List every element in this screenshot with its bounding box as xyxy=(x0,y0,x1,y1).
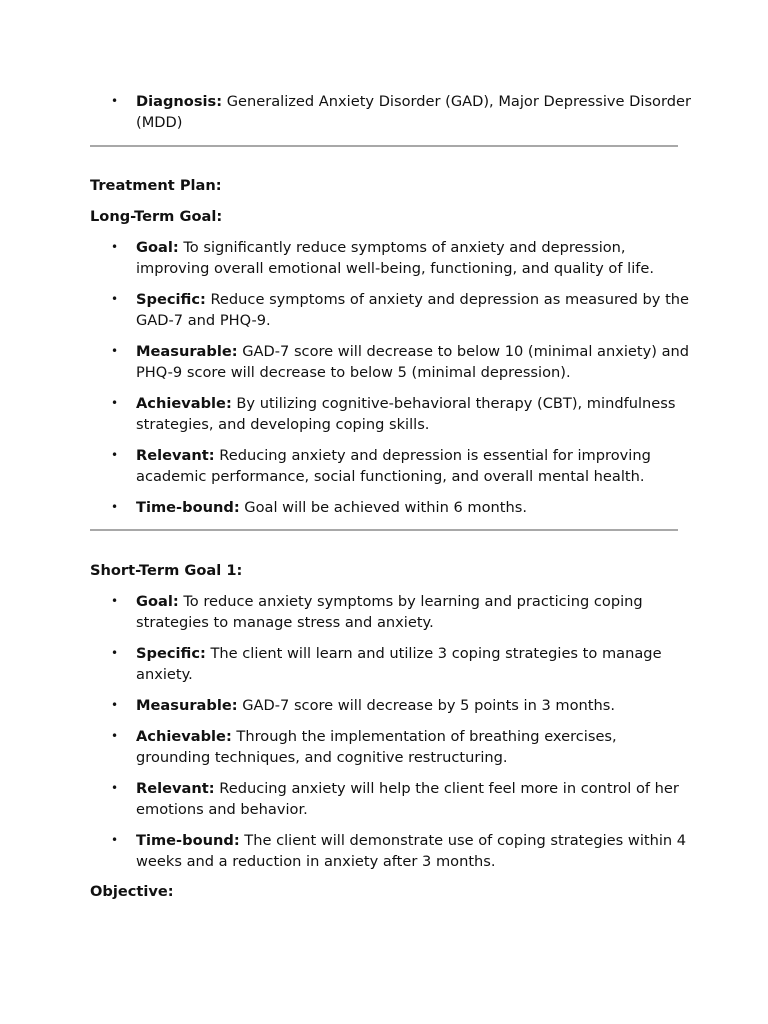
divider xyxy=(90,145,678,147)
bullet-icon: • xyxy=(111,292,119,306)
treatment-plan-heading: Treatment Plan: xyxy=(90,177,222,194)
item-text: GAD-7 score will decrease by 5 points in 3 months. xyxy=(242,697,616,714)
item-text: The client will demonstrate use of coping strategies within 4 weeks and a reduction in anxiety after 3 months. xyxy=(136,832,687,870)
item-text: Reducing anxiety will help the client feel more in control of her emotions and behavior. xyxy=(136,780,679,818)
bullet-icon: • xyxy=(111,729,119,743)
item-text: Reduce symptoms of anxiety and depression as measured by the GAD-7 and PHQ-9. xyxy=(136,291,690,329)
item-label: Measurable: xyxy=(136,343,238,360)
list-item xyxy=(0,289,691,331)
list-item xyxy=(0,726,691,768)
item-label: Goal: xyxy=(136,593,179,610)
bullet-icon: • xyxy=(111,448,119,462)
bullet-icon: • xyxy=(111,396,119,410)
bullet-icon: • xyxy=(111,594,119,608)
item-label: Relevant: xyxy=(136,447,215,464)
long-term-goal-heading: Long-Term Goal: xyxy=(90,208,223,225)
item-label: Time-bound: xyxy=(136,499,240,516)
list-item xyxy=(0,591,691,633)
diagnosis-list xyxy=(0,91,768,143)
item-text: GAD-7 score will decrease to below 10 (minimal anxiety) and PHQ-9 score will decrease to below 5 (minimal depression). xyxy=(136,343,690,381)
divider xyxy=(90,529,678,531)
objective-heading: Objective: xyxy=(90,883,174,900)
bullet-icon: • xyxy=(111,698,119,712)
item-label: Specific: xyxy=(136,645,206,662)
item-text: To significantly reduce symptoms of anxiety and depression, improving overall emotional well-being, functioning, and quality of life. xyxy=(136,239,654,277)
list-item xyxy=(0,341,691,383)
item-label: Time-bound: xyxy=(136,832,240,849)
list-item xyxy=(0,497,691,518)
bullet-icon: • xyxy=(111,833,119,847)
bullet-icon: • xyxy=(111,781,119,795)
list-item xyxy=(0,445,691,487)
list-item xyxy=(0,393,691,435)
item-text: Through the implementation of breathing exercises, grounding techniques, and cognitive restructuring. xyxy=(136,728,617,766)
bullet-icon: • xyxy=(111,240,119,254)
short-term-goal-1-heading: Short-Term Goal 1: xyxy=(90,562,243,579)
bullet-icon: • xyxy=(111,500,119,514)
item-label: Achievable: xyxy=(136,728,232,745)
item-text: Goal will be achieved within 6 months. xyxy=(244,499,527,516)
list-item xyxy=(0,237,691,279)
item-label: Relevant: xyxy=(136,780,215,797)
list-item xyxy=(0,643,691,685)
list-item xyxy=(0,778,691,820)
item-label: Achievable: xyxy=(136,395,232,412)
bullet-icon: • xyxy=(111,344,119,358)
diagnosis-text: Generalized Anxiety Disorder (GAD), Major Depressive Disorder (MDD) xyxy=(136,93,691,131)
item-text: The client will learn and utilize 3 coping strategies to manage anxiety. xyxy=(136,645,662,683)
long-term-goal-list xyxy=(0,237,768,528)
bullet-icon: • xyxy=(111,94,119,108)
item-label: Measurable: xyxy=(136,697,238,714)
list-item xyxy=(0,830,691,872)
item-text: Reducing anxiety and depression is essential for improving academic performance, social functioning, and overall mental health. xyxy=(136,447,651,485)
item-label: Goal: xyxy=(136,239,179,256)
bullet-icon: • xyxy=(111,646,119,660)
short-term-goal-1-list xyxy=(0,591,768,882)
item-label: Specific: xyxy=(136,291,206,308)
diagnosis-label: Diagnosis: xyxy=(136,93,223,110)
diagnosis-item xyxy=(0,91,691,133)
item-text: By utilizing cognitive-behavioral therapy (CBT), mindfulness strategies, and developing coping skills. xyxy=(136,395,676,433)
item-text: To reduce anxiety symptoms by learning and practicing coping strategies to manage stress and anxiety. xyxy=(136,593,643,631)
list-item xyxy=(0,695,691,716)
